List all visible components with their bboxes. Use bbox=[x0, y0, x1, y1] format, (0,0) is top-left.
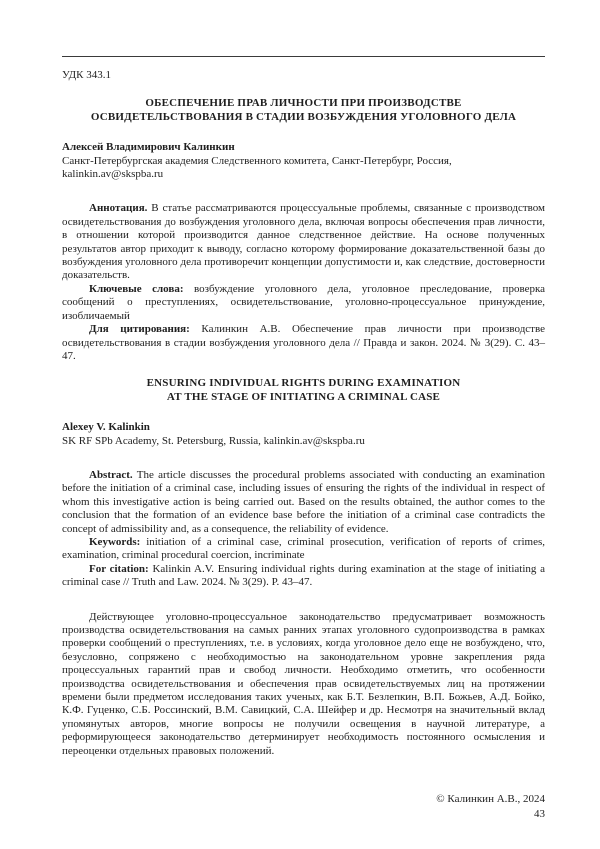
citation-english bbox=[62, 563, 545, 590]
citation-russian-label: Для цитирования: bbox=[89, 323, 190, 336]
affiliation-english: SK RF SPb Academy, St. Petersburg, Russia, kalinkin.av@skspba.ru bbox=[62, 434, 365, 447]
abstract-english-label: Abstract. bbox=[89, 468, 133, 481]
keywords-russian-text: возбуждение уголовного дела, уголовное преследование, проверка сообщений о преступлениях, освидетельствование, уголовно-процессуальное принуждение, изобличаемый bbox=[62, 282, 546, 322]
author-english: Alexey V. Kalinkin bbox=[62, 421, 150, 434]
page-number: 43 bbox=[534, 807, 545, 820]
metadata-block-english bbox=[62, 469, 545, 590]
article-body bbox=[62, 611, 545, 758]
keywords-english-text: initiation of a criminal case, criminal prosecution, verification of reports of crimes, examination, criminal procedural coercion, incriminate bbox=[62, 535, 545, 562]
title-english-line1: ENSURING INDIVIDUAL RIGHTS DURING EXAMINATION bbox=[146, 377, 461, 390]
title-english bbox=[62, 377, 545, 404]
abstract-english-text: The article discusses the procedural problems associated with conducting an examination before the initiation of a criminal case, including issues of ensuring the rights of the individual in respect of whom this investigative action is being carried out. Based on the results obtained, the author comes to the conclusion that the formation of an evidence base before the initiation of a criminal case contradicts the concept of admissibility and, as a consequence, the reliability of evidence. bbox=[62, 468, 545, 535]
keywords-english-label: Keywords: bbox=[89, 535, 141, 548]
citation-english-text: Kalinkin A.V. Ensuring individual rights during examination at the stage of initiating a criminal case // Truth and Law. 2024. № 3(29). P. 43–47. bbox=[62, 562, 546, 589]
keywords-russian-label: Ключевые слова: bbox=[89, 282, 184, 295]
copyright-notice: © Калинкин А.В., 2024 bbox=[436, 793, 545, 806]
body-paragraph: Действующее уголовно-процессуальное законодательство предусматривает возможность производства освидетельствования на самых ранних этапах уголовного судопроизводства в рамках проверки сообщений о преступлениях, т.е. в условиях, когда уголовное дело еще не возбуждено, что, безусловно, сопряжено с необходимостью на законодательном уровне закрепления ряда процессуальных гарантий прав и свобод личности. Необходимо отметить, что особенности производства освидетельствования и обеспечения прав освидетельствуемых лиц на протяжении времени были предметом исследования таких ученых, как Б.Т. Безлепкин, В.П. Божьев, А.Д. Бойко, К.Ф. Гуценко, С.Б. Россинский, В.М. Савицкий, С.А. Шейфер и др. Несмотря на значительный вклад упомянутых авторов, многие вопросы не получили освещения в научной литературе, а реформирующееся законодательство детерминирует необходимость постоянного осмысления и переоценки отдельных правовых положений. bbox=[62, 610, 545, 757]
title-russian-line1: ОБЕСПЕЧЕНИЕ ПРАВ ЛИЧНОСТИ ПРИ ПРОИЗВОДСТВЕ bbox=[145, 97, 462, 110]
page-footer bbox=[436, 793, 545, 821]
keywords-russian bbox=[62, 283, 545, 323]
metadata-block-russian bbox=[62, 202, 545, 363]
title-russian bbox=[62, 97, 545, 124]
citation-russian bbox=[62, 323, 545, 363]
abstract-russian-label: Аннотация. bbox=[89, 202, 148, 215]
udc-number: УДК 343.1 bbox=[62, 69, 112, 81]
affiliation-russian: Санкт-Петербургская академия Следственного комитета, Санкт-Петербург, Россия, kalinkin.av@skspba.ru bbox=[62, 154, 452, 181]
citation-english-label: For citation: bbox=[89, 562, 149, 575]
author-russian: Алексей Владимирович Калинкин bbox=[62, 141, 235, 154]
citation-russian-text: Калинкин А.В. Обеспечение прав личности при производстве освидетельствования в стадии возбуждения уголовного дела // Правда и закон. 2024. № 3(29). С. 43–47. bbox=[62, 323, 545, 362]
abstract-russian-text: В статье рассматриваются процессуальные проблемы, связанные с производством освидетельствования до возбуждения уголовного дела, включая вопросы обеспечения прав личности, в отношении которой производится данное следственное действие. На основе полученных результатов автор приходит к выводу, согласно которому формирование доказательственной базы до возбуждения уголовного дела противоречит концепции допустимости и, как следствие, достоверности доказательств. bbox=[62, 202, 546, 282]
title-russian-line2: ОСВИДЕТЕЛЬСТВОВАНИЯ В СТАДИИ ВОЗБУЖДЕНИЯ УГОЛОВНОГО ДЕЛА bbox=[90, 110, 517, 123]
keywords-english bbox=[62, 536, 545, 563]
title-english-line2: AT THE STAGE OF INITIATING A CRIMINAL CASE bbox=[166, 390, 441, 403]
abstract-english bbox=[62, 469, 545, 536]
abstract-russian bbox=[62, 202, 545, 282]
top-divider bbox=[62, 56, 545, 57]
